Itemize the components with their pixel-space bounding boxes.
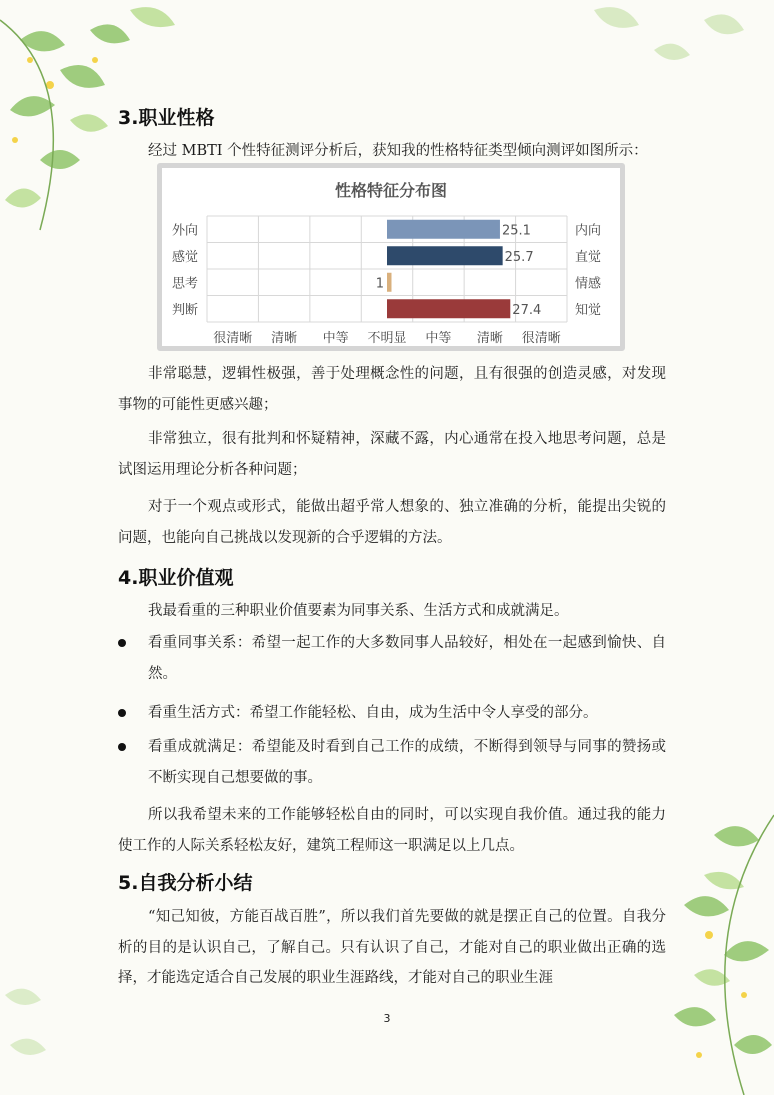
left-category-label: 判断 [172, 302, 199, 318]
personality-para-3: 对于一个观点或形式，能做出超乎常人想象的、独立准确的分析，能提出尖锐的问题，也能向自己挑战以发现新的合乎逻辑的方法。 [118, 499, 666, 546]
bullet-icon [118, 639, 126, 647]
x-tick-label: 很清晰 [521, 331, 561, 346]
values-bullet-3 [118, 732, 666, 793]
bar-value-label: 27.4 [512, 302, 542, 318]
self-analysis-para: “知己知彼，方能百战百胜”，所以我们首先要做的就是摆正自己的位置。自我分析的目的是认识自己，了解自己。只有认识了自己，才能对自己的职业做出正确的选择，才能选定适合自己发展的职业生涯路线，才能对自己的职业生涯 [118, 909, 666, 986]
bar-value-label: 25.1 [501, 223, 531, 239]
bullet-icon [118, 743, 126, 751]
bar [387, 299, 510, 318]
bar-value-label: 25.7 [504, 249, 534, 265]
bar [387, 273, 392, 292]
right-category-label: 直觉 [575, 249, 602, 265]
bar [387, 246, 503, 265]
bullet-icon [118, 709, 126, 717]
x-tick-label: 清晰 [476, 331, 503, 346]
left-category-label: 思考 [172, 276, 199, 292]
bullet-text: 看重生活方式：希望工作能轻松、自由，成为生活中令人享受的部分。 [148, 705, 598, 721]
right-category-label: 内向 [575, 223, 602, 239]
chart-svg [162, 168, 620, 346]
values-closing: 所以我希望未来的工作能够轻松自由的同时，可以实现自我价值。通过我的能力使工作的人际关系轻松友好，建筑工程师这一职满足以上几点。 [118, 807, 666, 854]
chart-title: 性格特征分布图 [334, 181, 448, 200]
values-bullet-2 [118, 698, 666, 729]
left-category-label: 外向 [172, 223, 199, 239]
x-tick-label: 清晰 [271, 331, 298, 346]
personality-para-1: 非常聪慧，逻辑性极强，善于处理概念性的问题，且有很强的创造灵感，对发现事物的可能性更感兴趣； [118, 366, 666, 413]
x-tick-label: 中等 [425, 331, 452, 346]
x-tick-label: 很清晰 [213, 331, 253, 346]
bar-value-label: 1 [375, 276, 384, 292]
bullet-text: 看重同事关系：希望一起工作的大多数同事人品较好，相处在一起感到愉快、自然。 [148, 635, 666, 682]
values-bullet-1 [118, 628, 666, 689]
bullet-text: 看重成就满足：希望能及时看到自己工作的成绩，不断得到领导与同事的赞扬或不断实现自己想要做的事。 [148, 739, 666, 786]
left-category-label: 感觉 [172, 249, 199, 265]
personality-intro: 经过 MBTI 个性特征测评分析后，获知我的性格特征类型倾向测评如图所示： [148, 143, 648, 159]
bar [387, 220, 500, 239]
right-category-label: 知觉 [575, 302, 602, 318]
section-heading-career-values: 4.职业价值观 [118, 567, 234, 589]
x-tick-label: 中等 [322, 331, 349, 346]
section-heading-career-personality: 3.职业性格 [118, 107, 215, 129]
values-intro: 我最看重的三种职业价值要素为同事关系、生活方式和成就满足。 [148, 603, 569, 619]
right-category-label: 情感 [575, 276, 602, 292]
section-heading-self-analysis: 5.自我分析小结 [118, 872, 253, 894]
page-number: 3 [383, 1012, 391, 1025]
personality-para-2: 非常独立，很有批判和怀疑精神，深藏不露，内心通常在投入地思考问题，总是试图运用理论分析各种问题； [118, 431, 666, 478]
personality-chart [157, 163, 625, 351]
x-tick-label: 不明显 [367, 331, 407, 346]
